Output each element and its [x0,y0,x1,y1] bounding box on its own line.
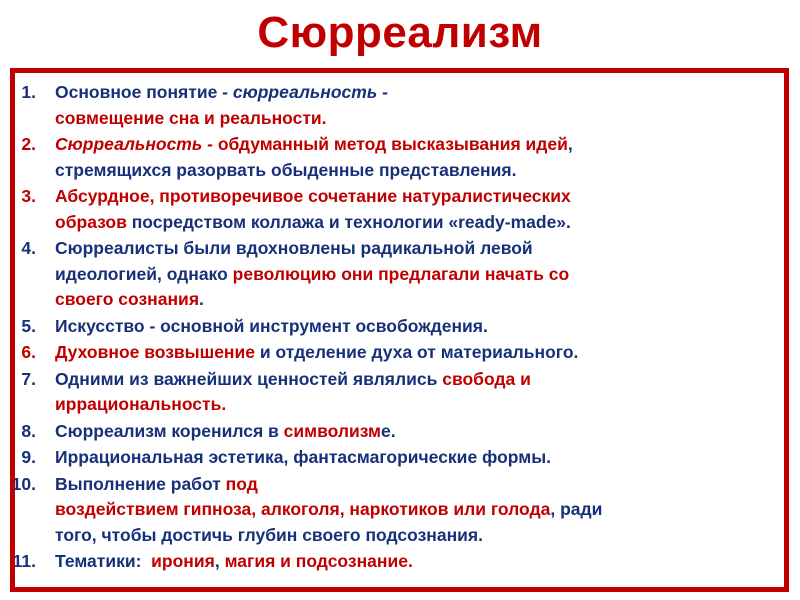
item-text-red: - обдуманный метод высказывания идей [202,134,568,154]
item-text: Иррациональная эстетика, фантасмагорические формы. [55,447,552,467]
list-item-2 [0,132,800,183]
item-text-red: Духовное возвышение [55,342,255,362]
list-item-3 [0,184,800,235]
item-text-red: Абсурдное, противоречивое сочетание натуралистических [55,186,571,206]
item-number: 8. [21,420,36,441]
item-text: Сюрреализм коренился в [55,420,284,441]
list-item-11 [0,549,800,575]
list-item-4 [0,236,800,313]
item-number: 2. [21,134,36,154]
item-number: 7. [21,368,36,389]
item-text: Сюрреалисты были вдохновлены радикальной левой [55,238,533,258]
item-number: 5. [21,315,36,336]
item-text: стремящихся разорвать обыденные представления. [55,159,517,180]
list-item-1 [0,80,800,131]
item-text-red: под [225,473,258,494]
list-item-8 [0,419,800,445]
item-text: того, чтобы достичь глубин своего подсознания. [55,524,483,545]
item-text-red: магия и подсознание. [224,551,413,571]
list-item-9 [0,445,800,471]
list-item-10 [0,472,800,549]
item-text: Выполнение работ [55,473,226,494]
list-item-7 [0,367,800,418]
item-text: , ради [550,499,603,519]
page-title: Сюрреализм [257,8,543,57]
item-text: посредством коллажа и технологии «ready-made». [126,211,571,232]
item-number: 1. [21,82,36,102]
item-text: Одними из важнейших ценностей являлись [55,368,443,389]
item-text: , [567,134,573,154]
item-text-red: символизм [283,420,381,441]
item-text-italic: сюрреальность [232,82,378,102]
item-text: , [214,551,225,571]
item-number: 4. [21,238,36,258]
item-number: 10. [11,473,36,494]
list-item-6 [0,340,800,366]
item-text-red: свобода и [442,368,531,389]
item-text-red: своего сознания [55,289,200,309]
item-text-red-italic: Сюрреальность [55,134,203,154]
item-text-red: ирония [151,551,215,571]
item-text-red: революцию они предлагали начать со [232,263,570,284]
item-text: идеологией, однако [55,263,233,284]
item-text: Искусство - основной инструмент освобождения. [55,315,488,336]
list-item-5 [0,314,800,340]
item-text: е. [380,420,396,441]
item-text-red: совмещение сна и реальности. [55,107,327,128]
item-text-red: образов [55,211,127,232]
item-text: - [377,82,388,102]
item-text-red: воздействием гипноза, алкоголя, наркотиков или голода [55,499,551,519]
item-number: 9. [21,447,36,467]
item-text: Тематики: [55,551,152,571]
item-number: 3. [21,186,36,206]
item-text-red: иррациональность. [55,394,227,414]
item-text: Основное понятие - [55,82,233,102]
item-text: и отделение духа от материального. [255,342,579,362]
item-number: 11. [12,551,36,571]
thesis-list [0,80,800,576]
item-text: . [199,289,204,309]
item-number: 6. [21,342,36,362]
